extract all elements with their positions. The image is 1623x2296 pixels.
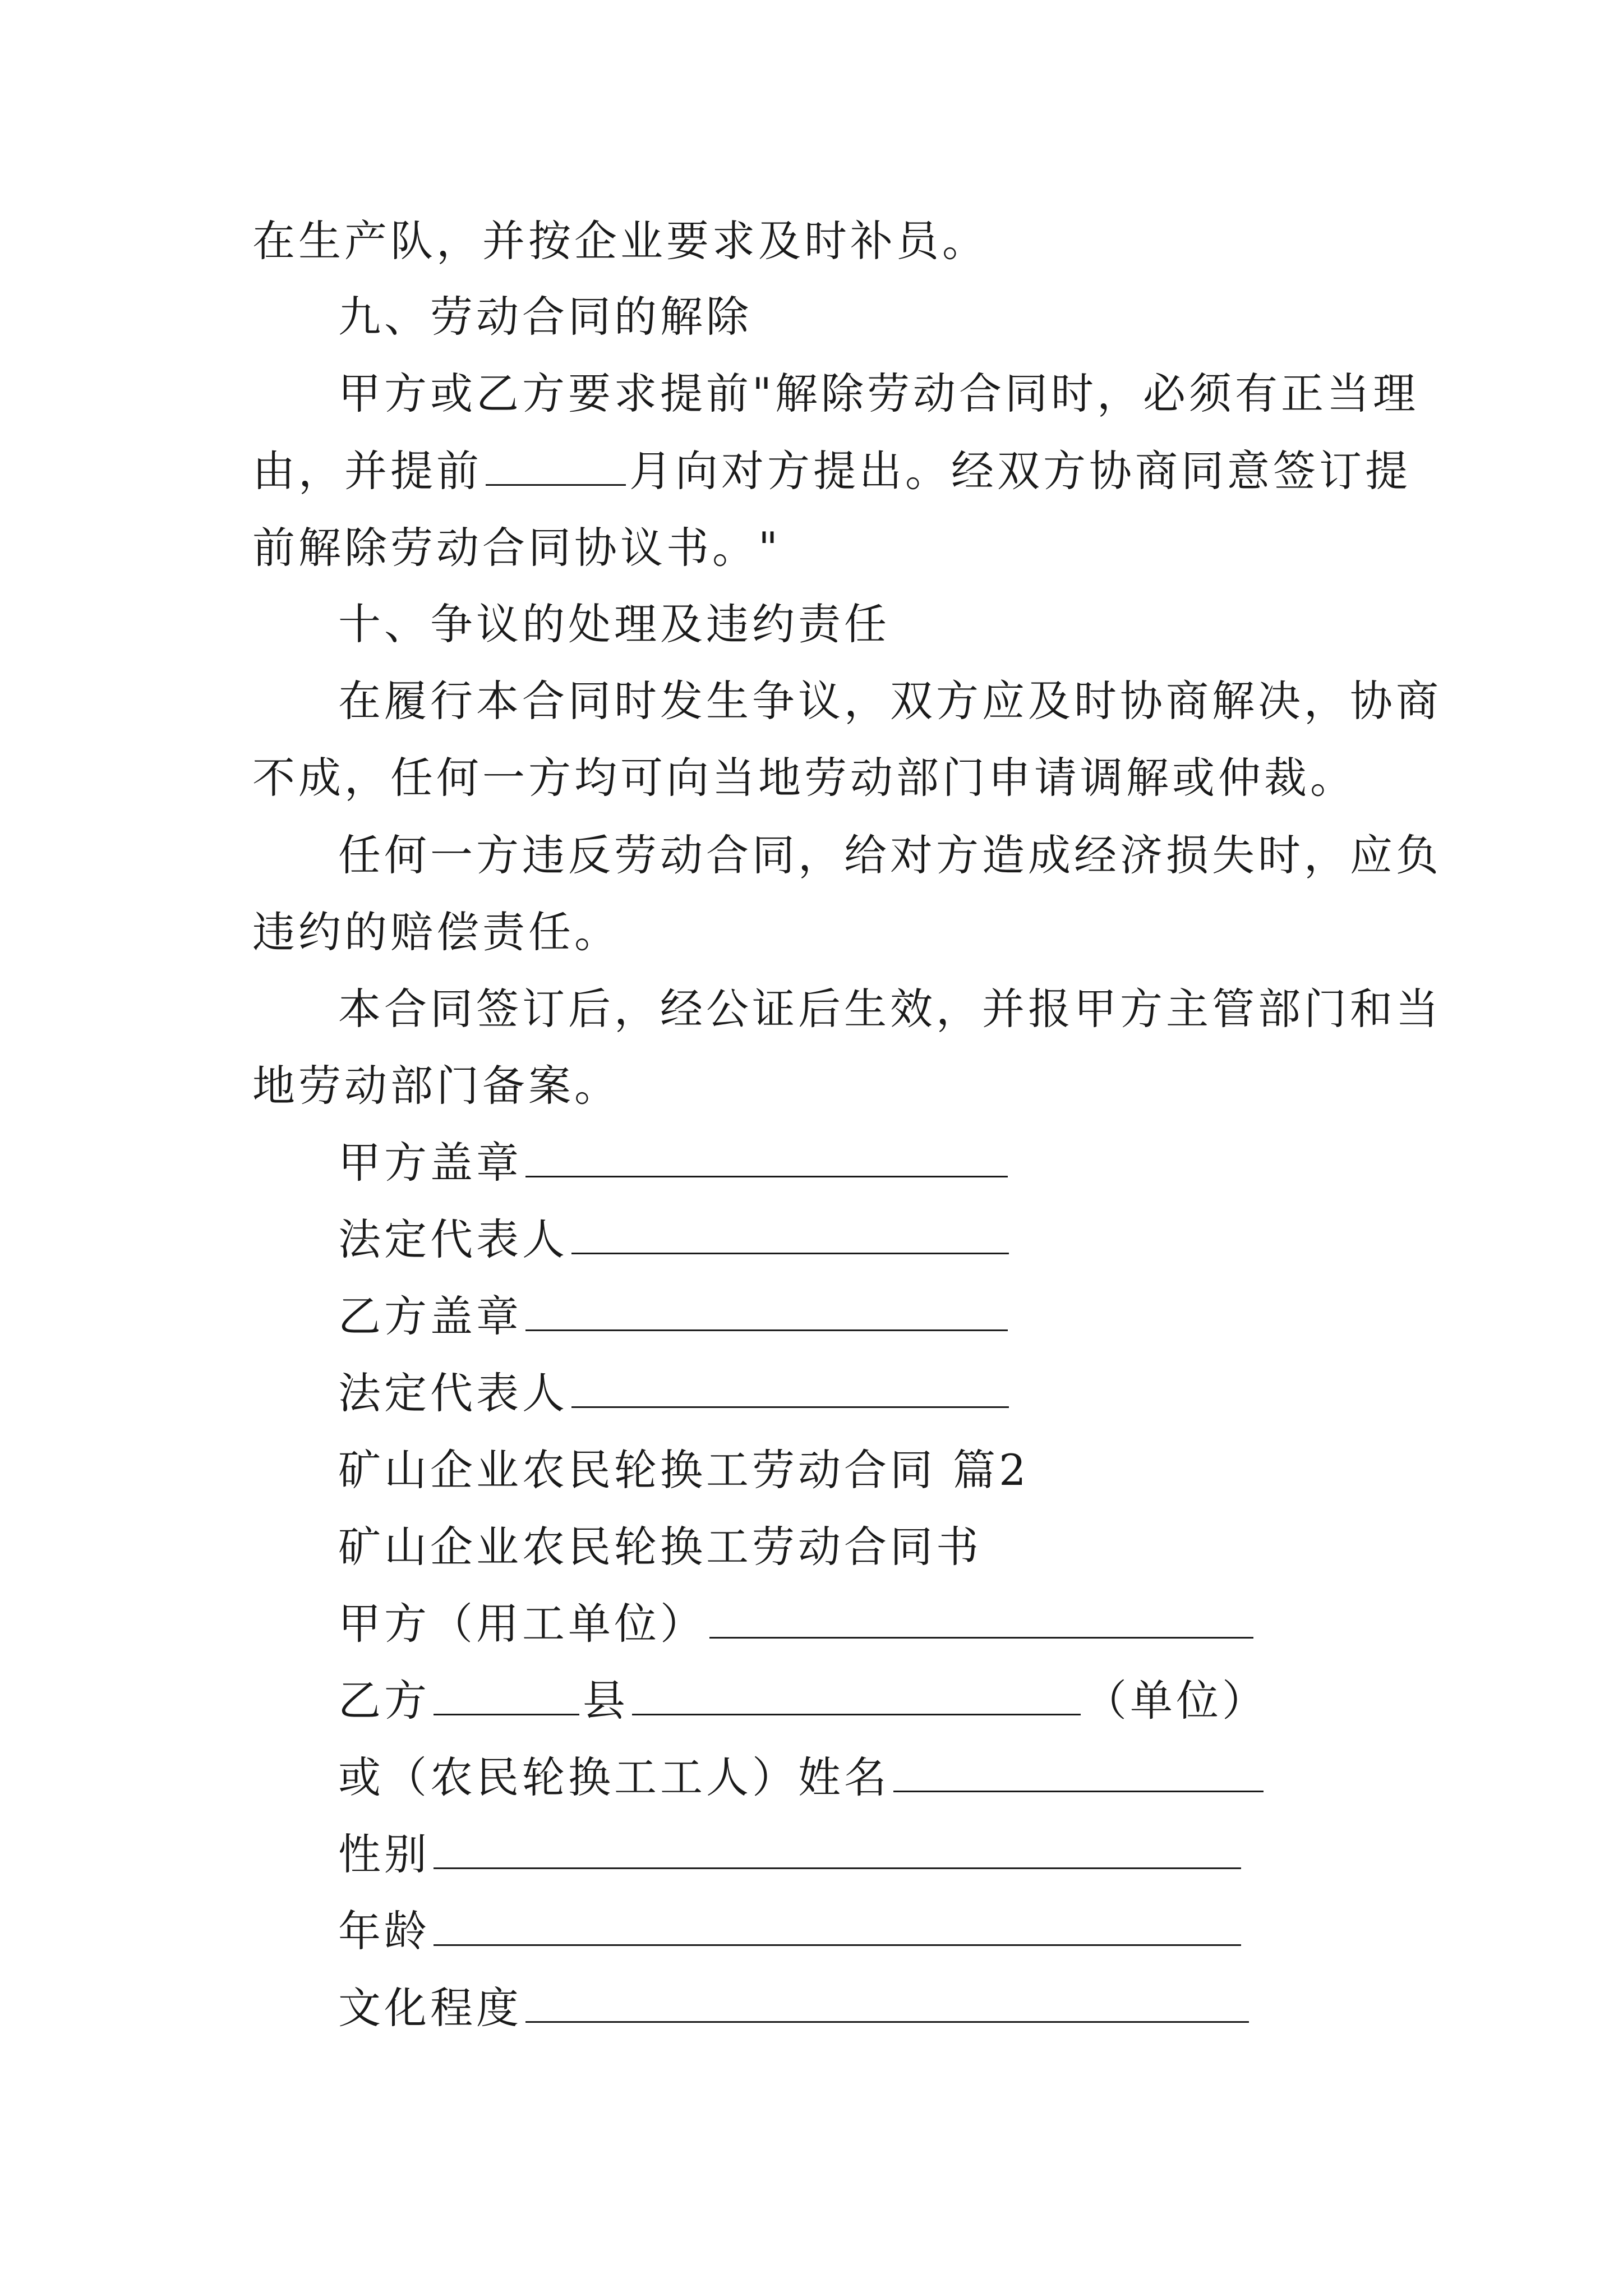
- text-line: [338, 827, 1442, 884]
- line-text: 甲方或乙方要求提前"解除劳动合同时，必须有正当理: [338, 369, 1419, 418]
- line-text: 地劳动部门备案。: [252, 1061, 620, 1111]
- party-b-seal-blank[interactable]: [525, 1290, 1008, 1331]
- line-text: 在履行本合同时发生争议，双方应及时协商解决，协商: [338, 676, 1442, 726]
- party-a-rep-line: [338, 1212, 1012, 1268]
- text-line: [338, 366, 1419, 422]
- line-text: 由，并提前: [252, 446, 482, 496]
- party-a-seal-line: [338, 1135, 1011, 1191]
- section-heading-nine: [338, 289, 752, 345]
- field-label: 性别: [338, 1829, 430, 1879]
- employer-blank[interactable]: [709, 1598, 1253, 1639]
- field-label: 乙方: [338, 1676, 430, 1726]
- text-line: [252, 904, 620, 960]
- county-blank[interactable]: [632, 1674, 1081, 1715]
- line-text: 在生产队，并按企业要求及时补员。: [252, 216, 988, 266]
- field-label: 法定代表人: [338, 1368, 568, 1418]
- heading-text: 十、争议的处理及违约责任: [338, 599, 890, 649]
- party-b-county-line: [338, 1673, 1268, 1729]
- party-a-rep-blank[interactable]: [571, 1213, 1009, 1254]
- text-line: [338, 673, 1442, 729]
- line-text: 违约的赔偿责任。: [252, 907, 620, 957]
- text-line: [252, 750, 1356, 806]
- field-label: 年龄: [338, 1906, 430, 1956]
- age-blank[interactable]: [434, 1905, 1241, 1946]
- field-label: 法定代表人: [338, 1214, 568, 1264]
- gender-blank[interactable]: [434, 1828, 1241, 1869]
- field-label: 文化程度: [338, 1983, 522, 2033]
- gender-line: [338, 1826, 1244, 1883]
- heading-text: 矿山企业农民轮换工劳动合同书: [338, 1522, 982, 1572]
- party-b-seal-line: [338, 1289, 1011, 1345]
- education-blank[interactable]: [525, 1982, 1249, 2023]
- worker-name-line: [338, 1750, 1267, 1806]
- text-line: [338, 981, 1442, 1037]
- party-b-rep-line: [338, 1365, 1012, 1421]
- field-label: 甲方（用工单位）: [338, 1599, 706, 1649]
- field-label: （单位）: [1084, 1676, 1268, 1726]
- party-a-employer-line: [338, 1596, 1257, 1652]
- contract-title: [338, 1519, 982, 1575]
- line-text: 前解除劳动合同协议书。": [252, 523, 781, 573]
- line-text: 月向对方提出。经双方协商同意签订提: [629, 446, 1411, 496]
- party-b-blank[interactable]: [434, 1674, 579, 1715]
- party-a-seal-blank[interactable]: [525, 1137, 1008, 1177]
- worker-name-blank[interactable]: [893, 1751, 1264, 1792]
- text-line: [252, 443, 1411, 499]
- section-title-part2: [338, 1442, 1030, 1498]
- line-text: 本合同签订后，经公证后生效，并报甲方主管部门和当: [338, 984, 1442, 1034]
- text-line: [252, 1058, 620, 1114]
- line-text: 任何一方违反劳动合同，给对方造成经济损失时，应负: [338, 830, 1442, 880]
- party-b-rep-blank[interactable]: [571, 1367, 1009, 1408]
- field-label: 或（农民轮换工工人）姓名: [338, 1752, 890, 1802]
- field-label: 甲方盖章: [338, 1138, 522, 1188]
- text-line: [252, 213, 988, 269]
- heading-text: 矿山企业农民轮换工劳动合同 篇2: [338, 1445, 1030, 1495]
- notice-months-blank[interactable]: [486, 445, 626, 486]
- education-line: [338, 1980, 1252, 2036]
- text-line: [252, 520, 781, 576]
- line-text: 不成，任何一方均可向当地劳动部门申请调解或仲裁。: [252, 753, 1356, 803]
- field-label: 乙方盖章: [338, 1291, 522, 1341]
- section-heading-ten: [338, 596, 890, 652]
- age-line: [338, 1903, 1244, 1959]
- field-label: 县: [583, 1676, 629, 1726]
- heading-text: 九、劳动合同的解除: [338, 292, 752, 342]
